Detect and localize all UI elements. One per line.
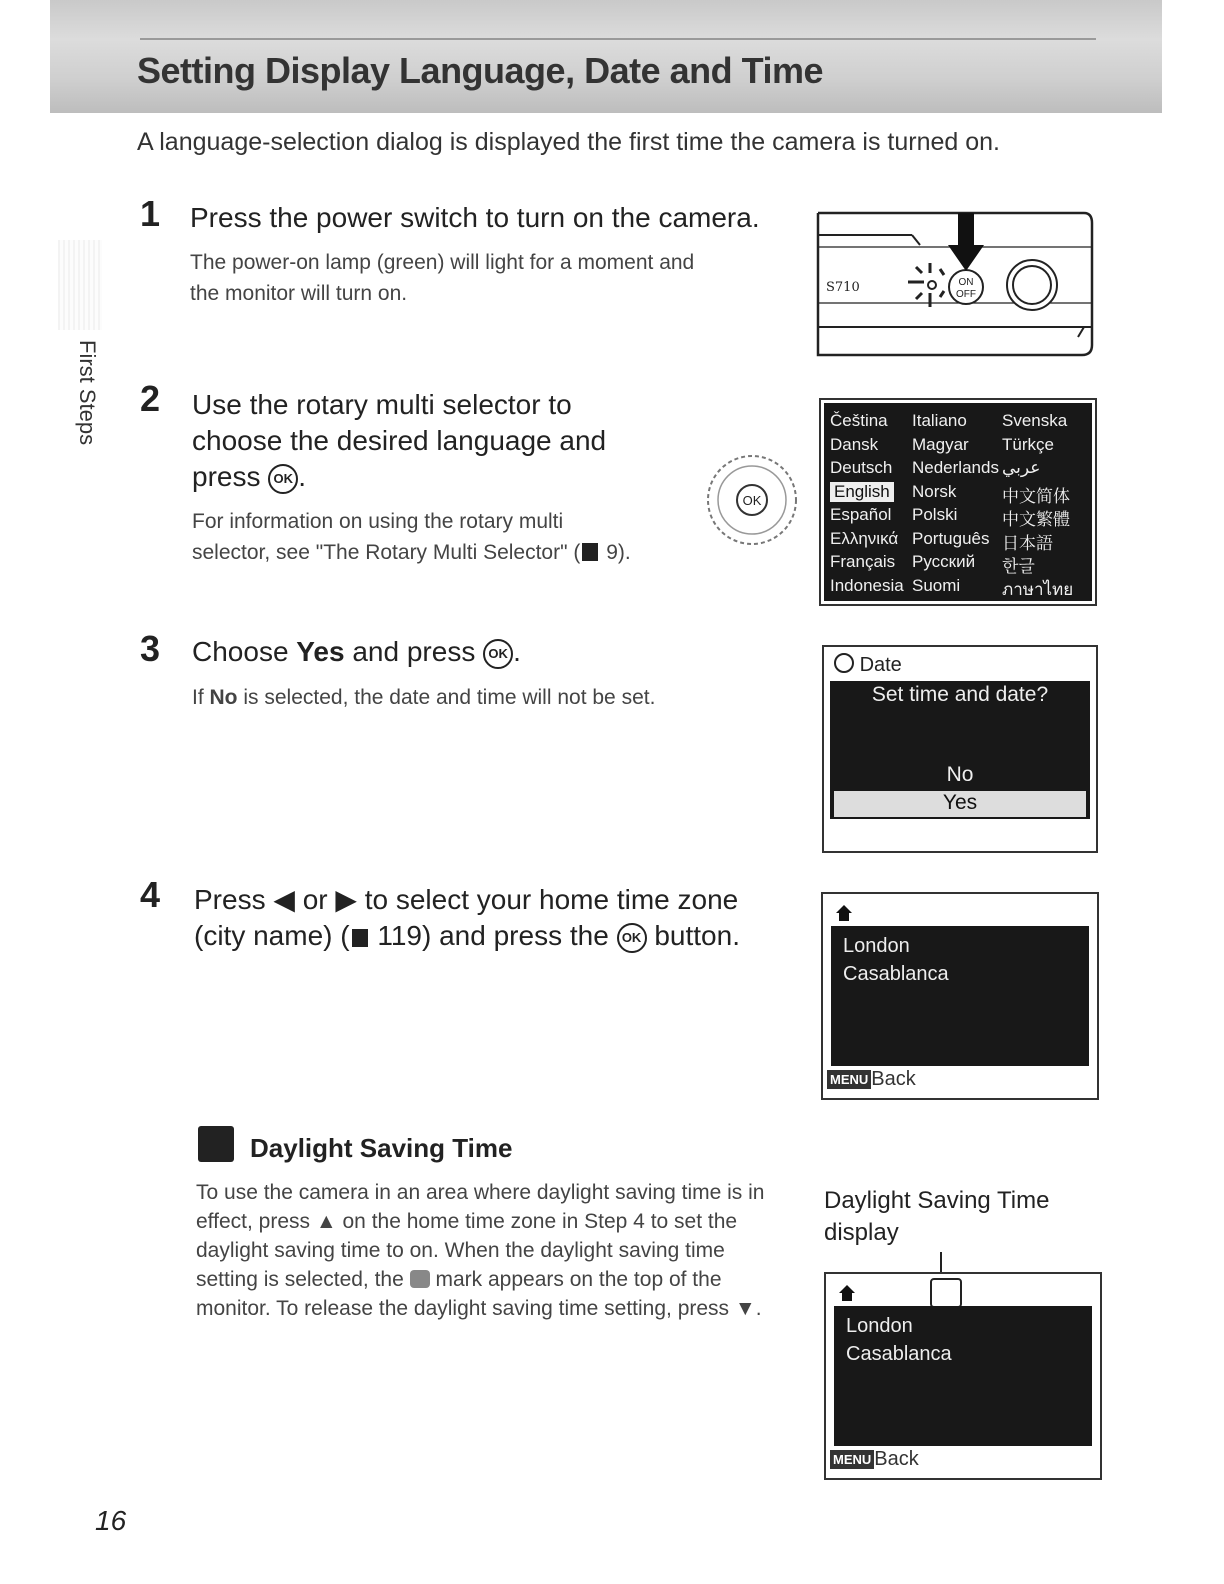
- step-2-body: [192, 506, 631, 568]
- right-arrow-icon: ▶: [335, 884, 357, 915]
- side-decoration: [58, 240, 102, 330]
- language-option[interactable]: Polski: [912, 505, 958, 524]
- language-option[interactable]: Türkçe: [1002, 434, 1054, 454]
- menu-tag: MENU: [827, 1070, 871, 1089]
- date-lcd: [830, 681, 1090, 819]
- off-label: OFF: [956, 289, 976, 300]
- camera-top-illustration: [812, 205, 1094, 360]
- clock-icon: [834, 653, 854, 673]
- language-option[interactable]: Italiano: [912, 411, 967, 430]
- down-arrow-icon: ▼: [734, 1297, 756, 1320]
- step-4-title: Press ◀ or ▶ to select your home time zone (city name) ( 119) and press the OK button.: [194, 884, 740, 951]
- language-option[interactable]: Norsk: [912, 481, 957, 501]
- language-option[interactable]: ภาษาไทย: [1002, 579, 1074, 599]
- language-option[interactable]: Русский: [912, 552, 976, 571]
- city-list: [843, 932, 949, 988]
- language-lcd: [824, 403, 1092, 601]
- language-screen: [819, 398, 1097, 606]
- dst-title: Daylight Saving Time: [250, 1133, 513, 1163]
- language-option[interactable]: Svenska: [1002, 411, 1068, 430]
- city-item[interactable]: Casablanca: [843, 963, 949, 985]
- step-2-title: Use the rotary multi selector to choose the desired language and press OK .: [192, 389, 607, 492]
- dst-mark-icon: [410, 1270, 430, 1288]
- language-option[interactable]: Français: [830, 552, 896, 571]
- city-list: [846, 1312, 952, 1368]
- dst-indicator-icon: [930, 1278, 962, 1308]
- option-yes[interactable]: Yes: [834, 791, 1086, 817]
- ok-label: OK: [742, 493, 762, 508]
- step-3-body: If No is selected, the date and time will not be set.: [192, 686, 656, 709]
- on-label: ON: [958, 277, 974, 288]
- language-option[interactable]: Nederlands: [912, 458, 999, 477]
- dst-body: To use the camera in an area where daylight saving time is in effect, press ▲ on the home time zone in Step 4 to set the daylight saving time to on. When the daylight saving time setting is selected, the mark appears on the top of the monitor. To release the daylight saving time setting, press ▼.: [196, 1181, 765, 1320]
- camera-model-label: S710: [826, 280, 860, 295]
- language-option[interactable]: Čeština: [830, 411, 888, 430]
- timezone-screen-dst: [824, 1272, 1102, 1480]
- tip-icon: [198, 1126, 234, 1162]
- date-header: Date: [834, 653, 902, 677]
- up-arrow-icon: ▲: [315, 1210, 337, 1233]
- language-option[interactable]: Magyar: [912, 434, 969, 454]
- reference-icon: [582, 543, 598, 561]
- left-arrow-icon: ◀: [273, 884, 295, 915]
- language-option[interactable]: 日本語: [1002, 533, 1053, 553]
- timezone-screen: [821, 892, 1099, 1100]
- step-2-body-line: selector, see "The Rotary Multi Selector" (: [192, 541, 581, 564]
- step-2-body-ref: 9).: [600, 541, 631, 564]
- step-2-body-line: For information on using the rotary multi: [192, 510, 564, 533]
- step-3-number: 3: [140, 628, 161, 669]
- page-number: 16: [95, 1505, 127, 1536]
- city-item[interactable]: Casablanca: [846, 1343, 952, 1365]
- step-2-number: 2: [140, 378, 161, 419]
- language-option[interactable]: 한글: [1002, 557, 1035, 576]
- language-option[interactable]: عربي: [1002, 458, 1041, 477]
- screen-footer: [827, 1068, 1093, 1096]
- step-2-title-line: choose the desired language and: [192, 425, 607, 456]
- rotary-selector-illustration: [702, 452, 802, 552]
- language-option[interactable]: 中文繁體: [1002, 510, 1070, 529]
- language-option[interactable]: Dansk: [830, 434, 879, 454]
- step-1-body-line: The power-on lamp (green) will light for a moment and: [190, 251, 695, 274]
- language-option[interactable]: Suomi: [912, 575, 961, 595]
- language-option[interactable]: Deutsch: [830, 458, 893, 477]
- city-item[interactable]: London: [843, 935, 910, 957]
- timezone-lcd: [834, 1306, 1092, 1446]
- language-option[interactable]: Ελληνικά: [830, 528, 899, 548]
- ok-button-icon: OK: [617, 923, 647, 953]
- set-time-question: Set time and date?: [871, 683, 1049, 706]
- step-2-title-line: press: [192, 461, 261, 492]
- step-3-title: Choose Yes and press OK .: [192, 636, 521, 667]
- step-1-body-line: the monitor will turn on.: [190, 282, 408, 305]
- step-1-title: Press the power switch to turn on the camera.: [190, 202, 760, 233]
- reference-icon: [352, 929, 368, 947]
- city-item[interactable]: London: [846, 1315, 913, 1337]
- timezone-lcd: [831, 926, 1089, 1066]
- language-option[interactable]: Indonesia: [830, 575, 904, 595]
- intro-text: A language-selection dialog is displayed the first time the camera is turned on.: [137, 128, 1000, 156]
- page-title: Setting Display Language, Date and Time: [137, 50, 823, 91]
- ok-button-icon: OK: [483, 639, 513, 669]
- language-option[interactable]: Español: [830, 505, 892, 524]
- menu-tag: MENU: [830, 1450, 874, 1469]
- header-banner: [50, 0, 1162, 113]
- date-screen: [822, 645, 1098, 853]
- step-1-number: 1: [140, 193, 161, 234]
- language-option[interactable]: 中文简体: [1002, 486, 1070, 506]
- home-icon: [835, 904, 853, 922]
- section-tab: First Steps: [75, 340, 100, 446]
- step-2-title-line: Use the rotary multi selector to: [192, 389, 572, 420]
- back-label[interactable]: Back: [871, 1068, 916, 1090]
- dst-caption: Daylight Saving Time display: [824, 1187, 1050, 1246]
- home-icon: [838, 1284, 856, 1302]
- step-4-number: 4: [140, 874, 161, 915]
- language-option[interactable]: English: [830, 482, 894, 502]
- language-option[interactable]: Português: [912, 528, 990, 548]
- option-no[interactable]: No: [946, 763, 974, 786]
- back-label[interactable]: Back: [874, 1448, 919, 1470]
- ok-button-icon: OK: [268, 464, 298, 494]
- screen-footer: [830, 1448, 1096, 1476]
- step-1-body: [190, 247, 694, 309]
